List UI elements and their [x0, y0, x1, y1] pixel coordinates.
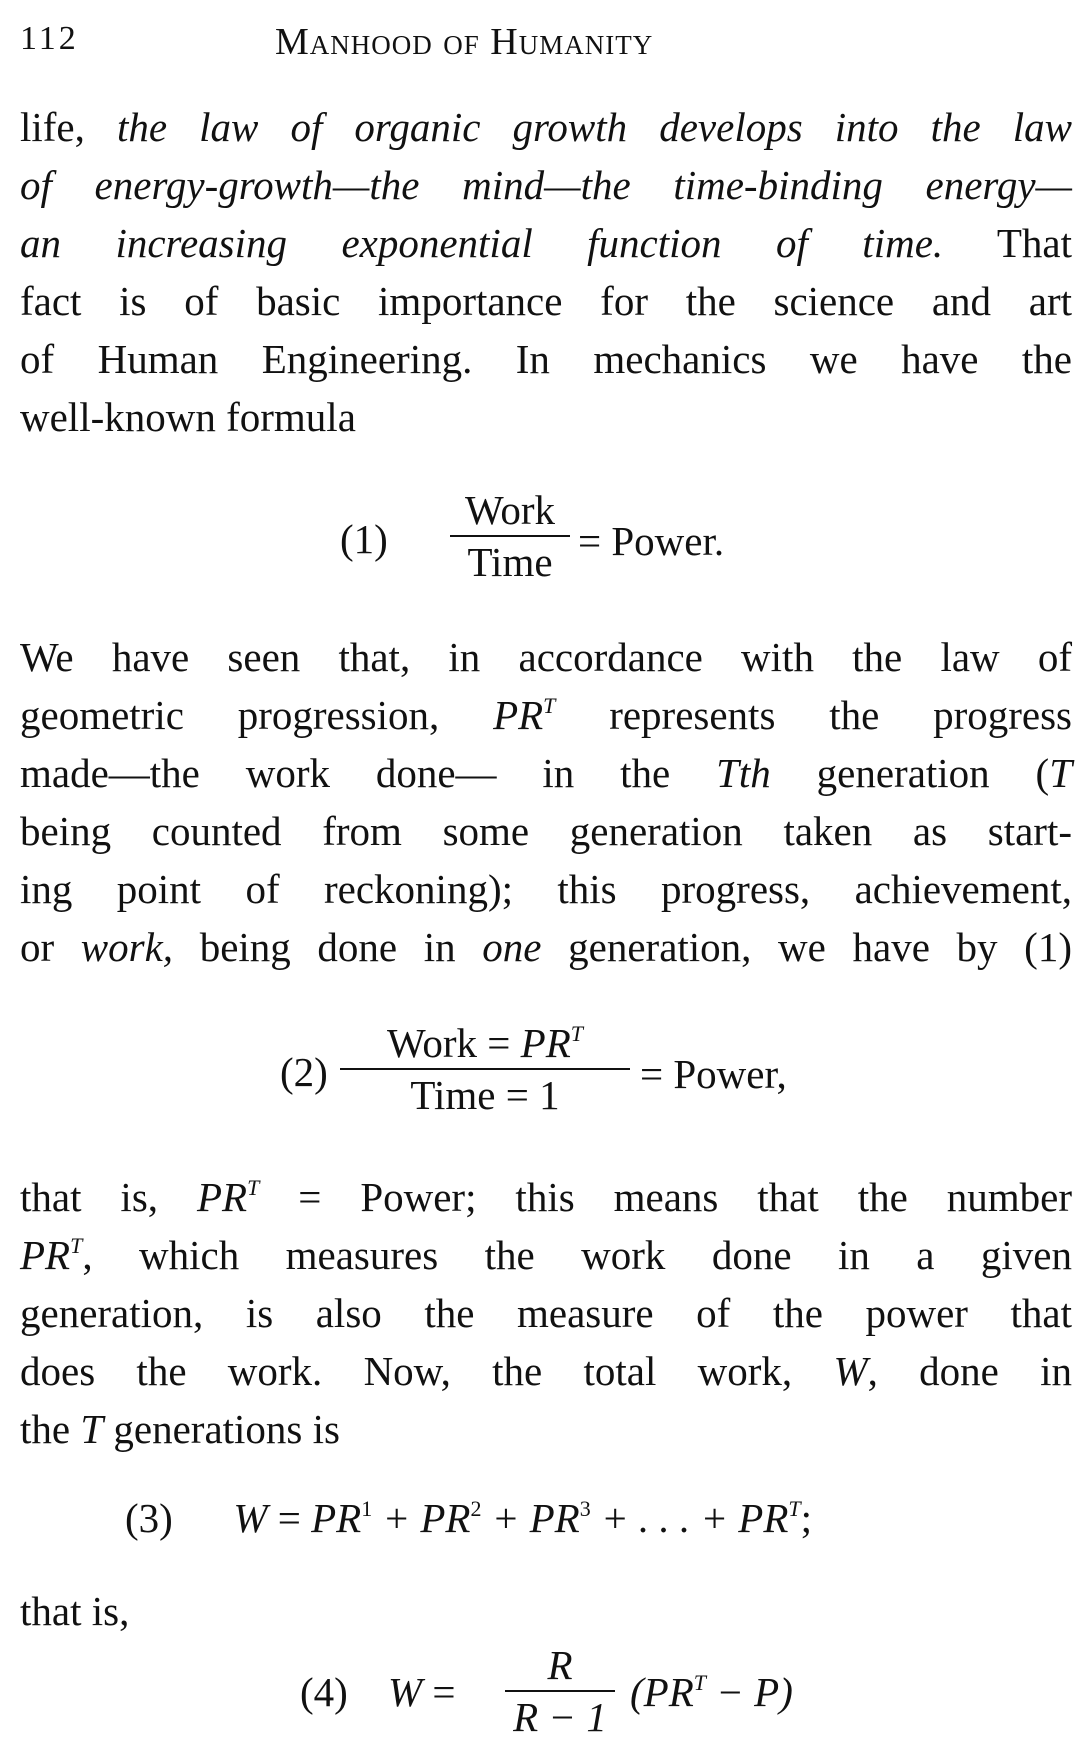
text-line: being counted from some generation taken as start- [20, 808, 1072, 854]
paragraph-2 [20, 628, 1072, 976]
text-line: of Human Engineering. In mechanics we have the [20, 336, 1072, 382]
page-header [20, 14, 1070, 74]
equation-rhs: = Power, [640, 1051, 787, 1097]
numerator: R [547, 1642, 573, 1688]
denominator: Time = 1 [410, 1072, 560, 1118]
numerator: Work = $PR^T$ [386, 1020, 584, 1066]
fraction [450, 485, 570, 587]
text-line: of energy-growth—the mind—the time-binding energy— [20, 162, 1072, 208]
equation-lhs: W = [388, 1669, 456, 1715]
text-line: We have seen that, in accordance with the law of [20, 634, 1072, 680]
text-line: does the work. Now, the total work, W, done in [20, 1348, 1072, 1394]
fraction [505, 1640, 615, 1742]
equation-3: (3) $W = PR^1 + PR^2 + PR^3$ + . . . + $PR^T$; [125, 1495, 813, 1541]
numerator: Work [464, 487, 556, 533]
equation-number: (4) [300, 1669, 348, 1715]
denominator: R − 1 [513, 1694, 607, 1740]
text-line: ing point of reckoning); this progress, achievement, [20, 866, 1072, 912]
equation-number: (1) [340, 516, 388, 562]
paragraph-4 [20, 1582, 1072, 1640]
equation-number: (2) [280, 1049, 328, 1095]
paragraph-3 [20, 1168, 1072, 1458]
text-line: $PR^T$, which measures the work done in a given [20, 1232, 1072, 1278]
equation-number: (3) [125, 1495, 173, 1541]
equation-lhs: W [233, 1495, 268, 1541]
text-line: that is, $PR^T$ = Power; this means that the number [20, 1174, 1072, 1220]
equation-rhs: $(PR^T - P)$ [630, 1669, 793, 1715]
denominator: Time [467, 539, 553, 585]
text-line: or work, being done in one generation, we have by (1) [20, 924, 1072, 970]
page-number: 112 [20, 20, 79, 57]
text-line: well-known formula [20, 394, 356, 440]
text-line: fact is of basic importance for the science and art [20, 278, 1072, 324]
text-line: that is, [20, 1588, 130, 1634]
text-line: generation, is also the measure of the power that [20, 1290, 1072, 1336]
text-line: the T generations is [20, 1406, 340, 1452]
running-title: Manhood of Humanity [275, 21, 654, 63]
text-line: an increasing exponential function of time. That [20, 220, 1072, 266]
fraction [340, 1018, 630, 1120]
equation-rhs: = Power. [578, 518, 725, 564]
text-line: made—the work done— in the Tth generation (T [20, 750, 1072, 796]
text-line: geometric progression, $PR^T$ represents the progress [20, 692, 1072, 738]
paragraph-1 [20, 98, 1072, 446]
text-line: life, the law of organic growth develops into the law [20, 104, 1072, 150]
